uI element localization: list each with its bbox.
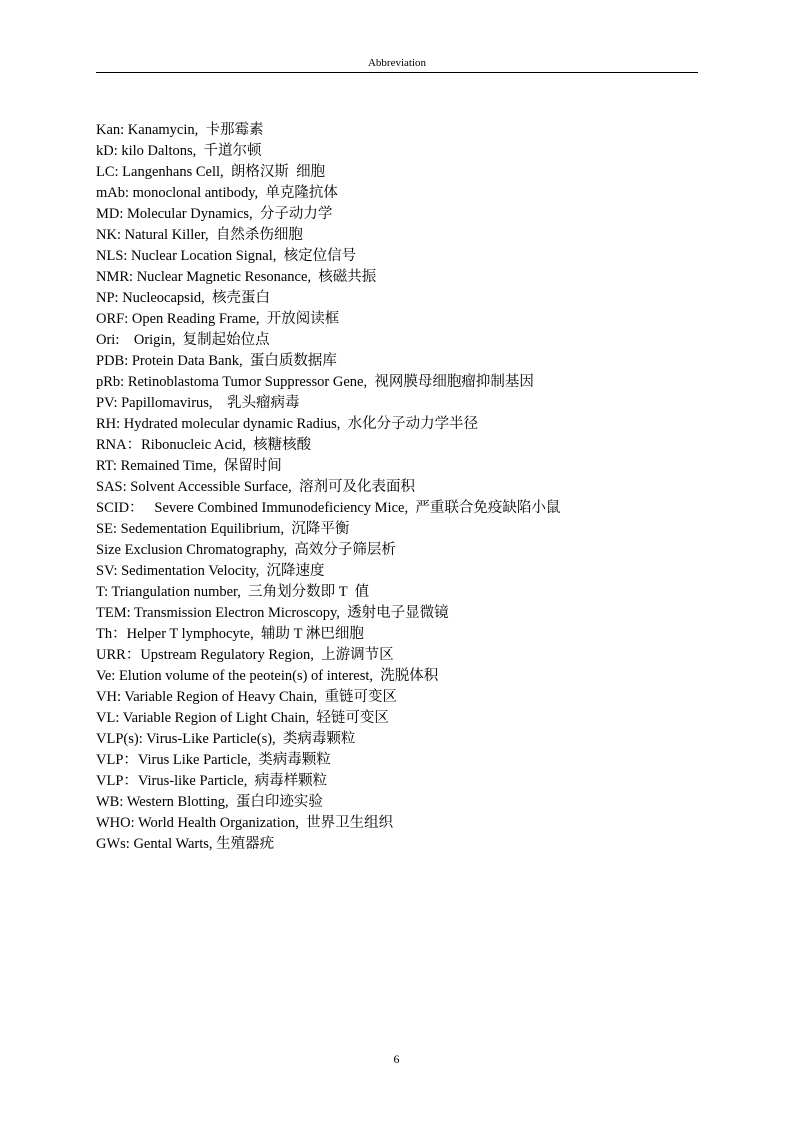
- abbreviation-entry: kD: kilo Daltons, 千道尔顿: [96, 143, 262, 159]
- abbreviation-entry: VLP：Virus Like Particle, 类病毒颗粒: [96, 752, 331, 768]
- abbreviation-entry: LC: Langenhans Cell, 朗格汉斯 细胞: [96, 164, 326, 180]
- abbreviation-entry: GWs: Gental Warts, 生殖器疣: [96, 836, 275, 852]
- abbreviation-entry: SV: Sedimentation Velocity, 沉降速度: [96, 563, 325, 579]
- page-header: [96, 57, 698, 73]
- abbreviation-entry: Ori: Origin, 复制起始位点: [96, 332, 270, 348]
- header-title: Abbreviation: [367, 57, 427, 69]
- abbreviation-entry: VLP：Virus-like Particle, 病毒样颗粒: [96, 773, 328, 789]
- page-number: 6: [393, 1052, 400, 1066]
- abbreviation-entry: mAb: monoclonal antibody, 单克隆抗体: [96, 185, 338, 201]
- abbreviation-entry: Th：Helper T lymphocyte, 辅助 T 淋巴细胞: [96, 626, 364, 642]
- abbreviation-entry: PV: Papillomavirus, 乳头瘤病毒: [96, 395, 300, 411]
- abbreviation-entry: RH: Hydrated molecular dynamic Radius, 水化分子动力学半径: [96, 416, 479, 432]
- abbreviation-entry: TEM: Transmission Electron Microscopy, 透射电子显微镜: [96, 605, 449, 621]
- abbreviation-entry: VH: Variable Region of Heavy Chain, 重链可变区: [96, 689, 397, 705]
- abbreviation-entry: Size Exclusion Chromatography, 高效分子筛层析: [96, 542, 396, 558]
- abbreviation-entry: SCID： Severe Combined Immunodeficiency Mice, 严重联合免疫缺陷小鼠: [96, 500, 561, 516]
- abbreviation-entry: RNA：Ribonucleic Acid, 核糖核酸: [96, 437, 312, 453]
- abbreviation-entry: VLP(s): Virus-Like Particle(s), 类病毒颗粒: [96, 731, 356, 747]
- abbreviation-entry: PDB: Protein Data Bank, 蛋白质数据库: [96, 353, 337, 369]
- abbreviation-entry: NLS: Nuclear Location Signal, 核定位信号: [96, 248, 357, 264]
- abbreviation-entry: NK: Natural Killer, 自然杀伤细胞: [96, 227, 303, 243]
- abbreviation-entry: MD: Molecular Dynamics, 分子动力学: [96, 206, 333, 222]
- abbreviation-entry: Ve: Elution volume of the peotein(s) of interest, 洗脱体积: [96, 668, 439, 684]
- abbreviation-entry: pRb: Retinoblastoma Tumor Suppressor Gene, 视网膜母细胞瘤抑制基因: [96, 374, 534, 390]
- abbreviation-entry: T: Triangulation number, 三角划分数即 T 值: [96, 584, 370, 600]
- abbreviation-entry: NMR: Nuclear Magnetic Resonance, 核磁共振: [96, 269, 377, 285]
- abbreviation-entry: URR：Upstream Regulatory Region, 上游调节区: [96, 647, 394, 663]
- abbreviation-list: [96, 120, 716, 855]
- abbreviation-entry: RT: Remained Time, 保留时间: [96, 458, 282, 474]
- abbreviation-entry: SAS: Solvent Accessible Surface, 溶剂可及化表面积: [96, 479, 415, 495]
- abbreviation-entry: SE: Sedementation Equilibrium, 沉降平衡: [96, 521, 350, 537]
- abbreviation-entry: WB: Western Blotting, 蛋白印迹实验: [96, 794, 323, 810]
- abbreviation-entry: NP: Nucleocapsid, 核壳蛋白: [96, 290, 270, 306]
- abbreviation-entry: WHO: World Health Organization, 世界卫生组织: [96, 815, 394, 831]
- abbreviation-entry: VL: Variable Region of Light Chain, 轻链可变区: [96, 710, 389, 726]
- abbreviation-entry: ORF: Open Reading Frame, 开放阅读框: [96, 311, 340, 327]
- abbreviation-entry: Kan: Kanamycin, 卡那霉素: [96, 122, 264, 138]
